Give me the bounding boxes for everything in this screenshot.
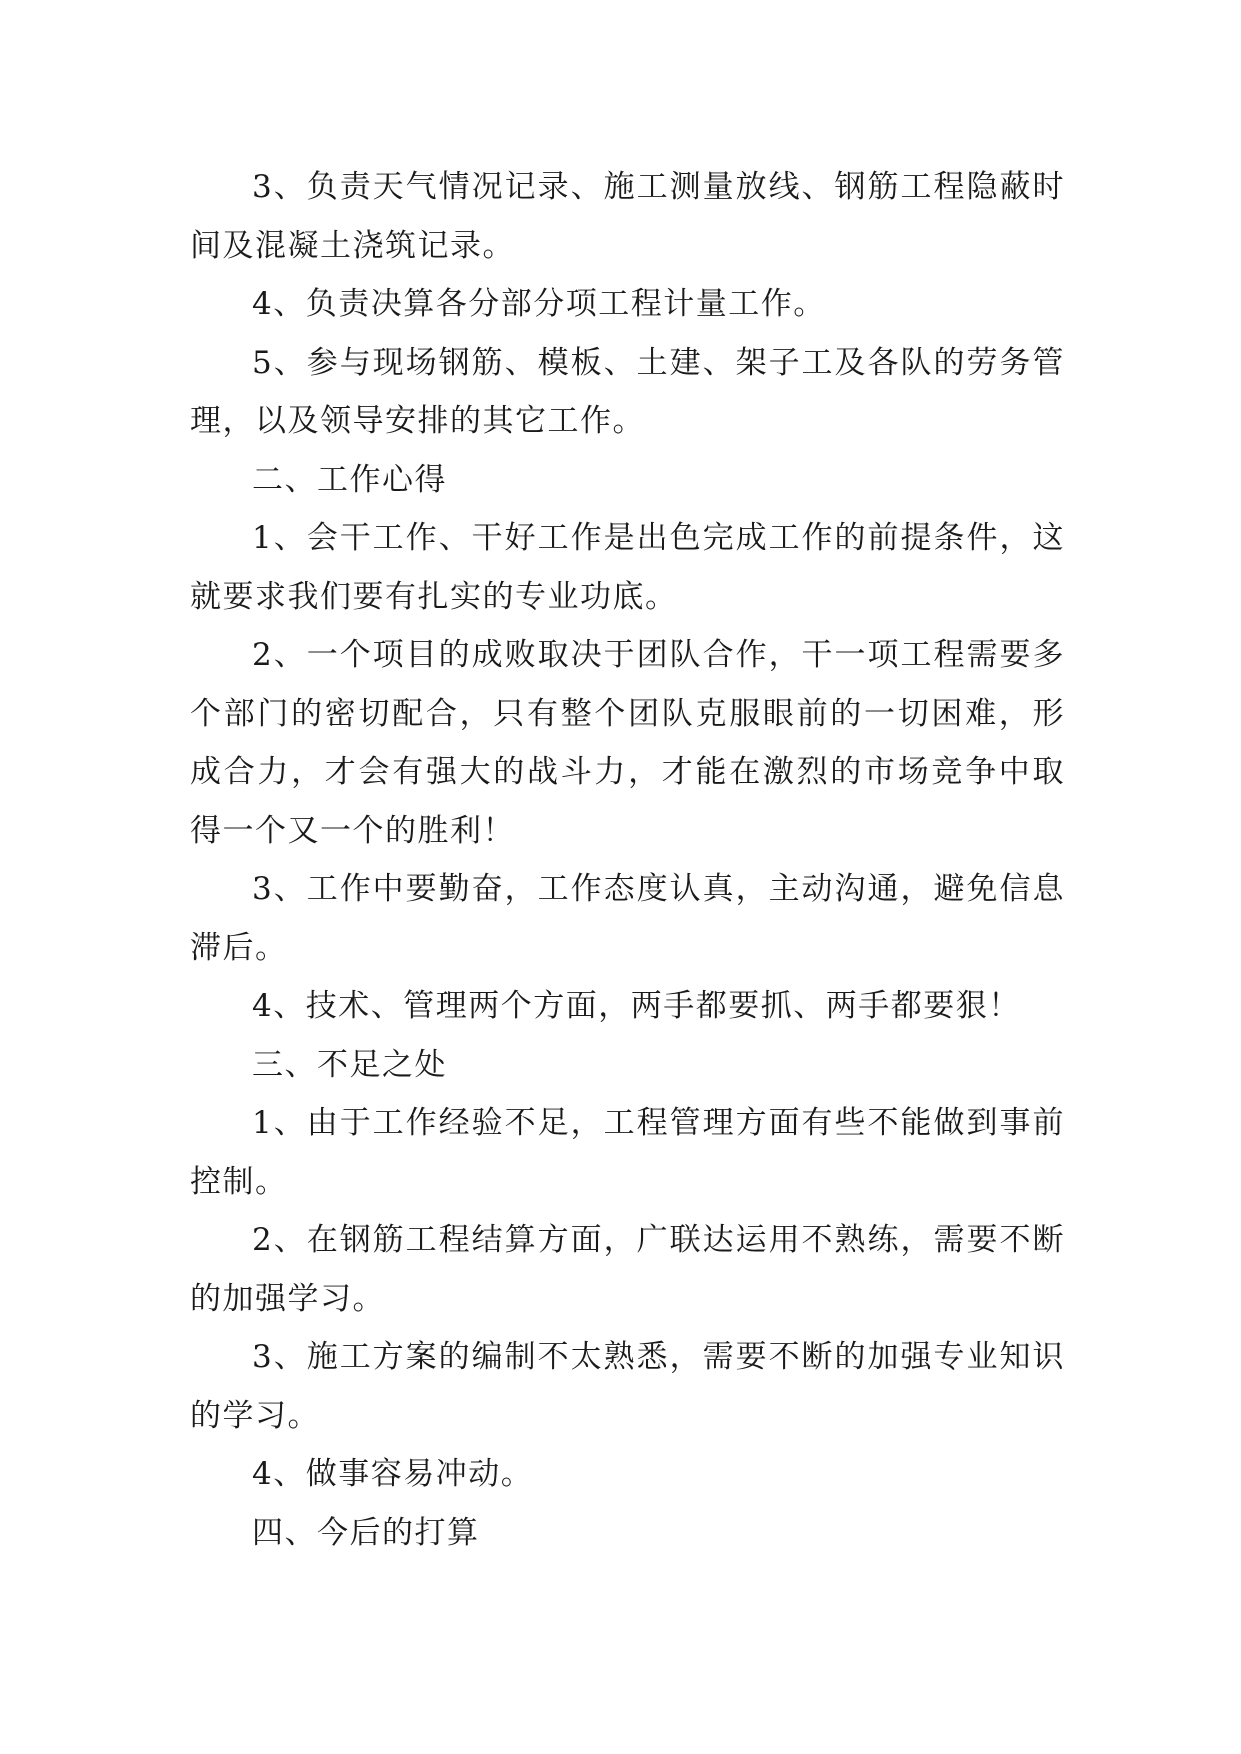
paragraph-shortcoming-3: 3、施工方案的编制不太熟悉，需要不断的加强专业知识的学习。 bbox=[190, 1339, 1065, 1434]
document-body bbox=[190, 158, 1065, 1562]
section-heading-shortcomings: 三、不足之处 bbox=[252, 1046, 447, 1083]
paragraph-experience-4: 4、技术、管理两个方面，两手都要抓、两手都要狠！ bbox=[252, 988, 1021, 1024]
paragraph-shortcoming-2: 2、在钢筋工程结算方面，广联达运用不熟练，需要不断的加强学习。 bbox=[190, 1222, 1065, 1317]
paragraph-duty-4: 4、负责决算各分部分项工程计量工作。 bbox=[252, 286, 826, 322]
paragraph-duty-3: 3、负责天气情况记录、施工测量放线、钢筋工程隐蔽时间及混凝土浇筑记录。 bbox=[190, 169, 1065, 264]
paragraph-shortcoming-1: 1、由于工作经验不足，工程管理方面有些不能做到事前控制。 bbox=[190, 1105, 1065, 1200]
paragraph-experience-1: 1、会干工作、干好工作是出色完成工作的前提条件，这就要求我们要有扎实的专业功底。 bbox=[190, 520, 1065, 615]
paragraph-duty-5: 5、参与现场钢筋、模板、土建、架子工及各队的劳务管理，以及领导安排的其它工作。 bbox=[190, 344, 1065, 439]
paragraph-experience-3: 3、工作中要勤奋，工作态度认真，主动沟通，避免信息滞后。 bbox=[190, 871, 1065, 966]
section-heading-future-plans: 四、今后的打算 bbox=[252, 1514, 480, 1551]
paragraph-experience-2: 2、一个项目的成败取决于团队合作，干一项工程需要多个部门的密切配合，只有整个团队克服眼前的一切困难，形成合力，才会有强大的战斗力，才能在激烈的市场竞争中取得一个又一个的胜利！ bbox=[190, 637, 1065, 849]
section-heading-work-experience: 二、工作心得 bbox=[252, 461, 447, 498]
paragraph-shortcoming-4: 4、做事容易冲动。 bbox=[252, 1456, 534, 1492]
